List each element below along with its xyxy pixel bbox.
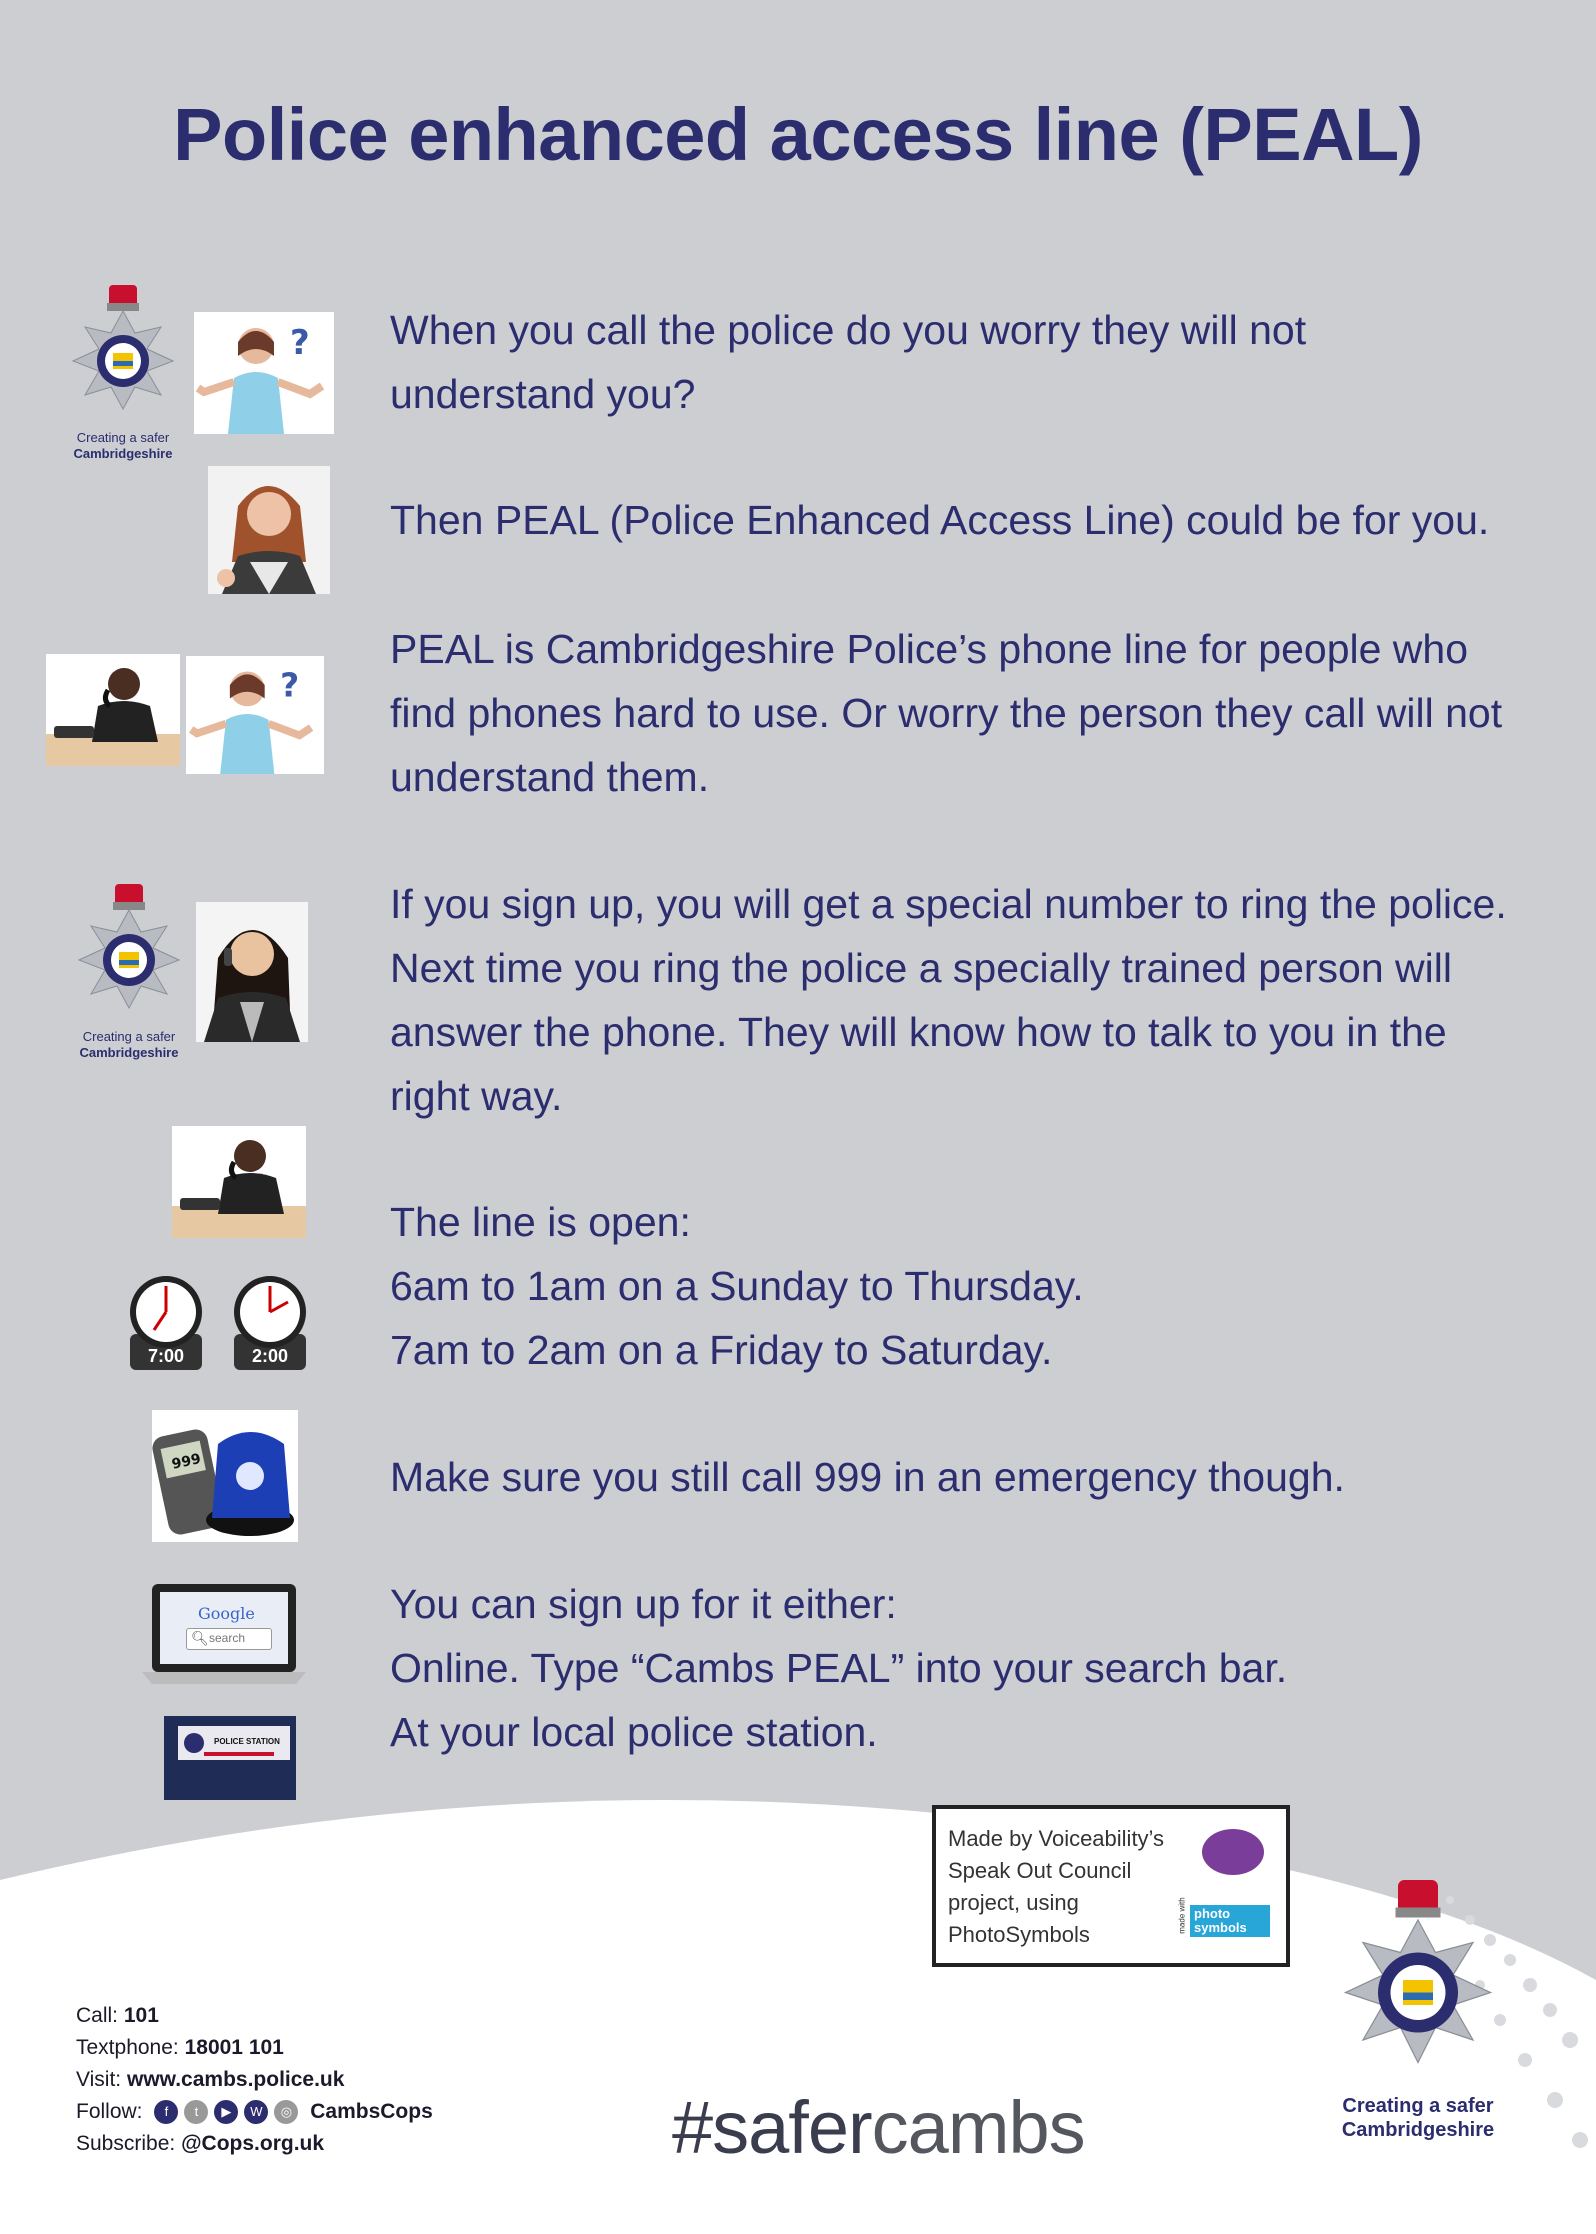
speak-out-council-logo (1202, 1829, 1264, 1875)
svg-text:?: ? (280, 665, 300, 705)
police-station-sign-image (164, 1716, 296, 1800)
text-sign-up-info (390, 872, 1540, 1128)
crest-caption-line2: Cambridgeshire (73, 446, 173, 461)
text-line: If you sign up, you will get a special number to ring the police. (390, 881, 1507, 927)
text-line: understand them. (390, 754, 710, 800)
credit-line: Made by Voiceability’s (948, 1826, 1165, 1851)
textphone-label: Textphone: (76, 2036, 179, 2059)
search-button-label: search (209, 1631, 246, 1645)
photo-confused-woman (194, 312, 334, 434)
text-call-999 (390, 1445, 1540, 1509)
text-line: The line is open: (390, 1199, 691, 1245)
photo-pointing-woman (208, 466, 330, 594)
text-line: PEAL is Cambridgeshire Police’s phone line for people who (390, 626, 1469, 672)
page-title: Police enhanced access line (PEAL) (173, 93, 1423, 176)
text-peal-description (390, 617, 1540, 809)
textphone-value[interactable]: 18001 101 (184, 2036, 284, 2059)
credit-line: Speak Out Council (948, 1858, 1132, 1883)
hashtag-part1: #safer (672, 2086, 872, 2169)
laptop-search-image (142, 1580, 306, 1686)
call-value[interactable]: 101 (123, 2004, 159, 2027)
photo-woman-on-phone (172, 1126, 306, 1238)
police-crest-icon (69, 884, 189, 1024)
photo-woman-on-phone (46, 654, 180, 766)
credit-line: PhotoSymbols (948, 1922, 1090, 1947)
social-handle[interactable]: CambsCops (310, 2100, 433, 2123)
credit-box (932, 1805, 1290, 1967)
clock-time-label: 2:00 (251, 1346, 289, 1366)
twitter-icon[interactable]: t (184, 2100, 208, 2124)
emergency-phone-and-siren-image (152, 1410, 298, 1542)
contact-follow (76, 2096, 433, 2128)
crest-caption-line1: Creating a safer (76, 430, 170, 445)
contact-call (76, 2000, 433, 2032)
facebook-icon[interactable]: f (154, 2100, 178, 2124)
police-crest-small (58, 285, 188, 462)
sign-stripe (204, 1752, 274, 1756)
text-line: find phones hard to use. Or worry the person they call will not (390, 690, 1503, 736)
text-how-to-sign-up (390, 1572, 1540, 1764)
text-peal-for-you (390, 488, 1540, 552)
text-line: 6am to 1am on a Sunday to Thursday. (390, 1263, 1084, 1309)
visit-label: Visit: (76, 2068, 122, 2091)
crest-caption-line2: Cambridgeshire (1341, 2119, 1495, 2141)
crest-caption-line2: Cambridgeshire (79, 1045, 179, 1060)
police-crest-icon (63, 285, 183, 425)
wordpress-icon[interactable]: W (244, 2100, 268, 2124)
website-link[interactable]: www.cambs.police.uk (126, 2068, 345, 2091)
contact-details (76, 2000, 433, 2160)
follow-label: Follow: (76, 2100, 143, 2123)
text-line: When you call the police do you worry they will not (390, 307, 1307, 353)
text-line: understand you? (390, 371, 696, 417)
contact-subscribe (76, 2128, 433, 2160)
hashtag-part2: cambs (871, 2086, 1085, 2169)
call-label: Call: (76, 2004, 119, 2027)
contact-visit (76, 2064, 433, 2096)
credit-text (948, 1823, 1168, 1951)
search-box (186, 1628, 272, 1650)
text-line: Next time you ring the police a specially trained person will (390, 945, 1452, 991)
search-brand-label: Google (198, 1604, 255, 1623)
photo-confused-woman (186, 656, 324, 774)
police-crest-small (64, 884, 194, 1061)
text-line: answer the phone. They will know how to talk to you in the (390, 1009, 1447, 1055)
text-opening-hours (390, 1190, 1540, 1382)
police-crest-icon (1343, 1875, 1493, 2085)
social-icons (154, 2100, 298, 2124)
credit-line: project, using (948, 1890, 1079, 1915)
text-worry-understand (390, 298, 1540, 426)
contact-textphone (76, 2032, 433, 2064)
police-badge-icon (184, 1733, 204, 1753)
youtube-icon[interactable]: ▶ (214, 2100, 238, 2124)
photosymbols-logo-text: photo symbols (1190, 1905, 1270, 1937)
clock-time-label: 7:00 (147, 1346, 185, 1366)
text-line: Then PEAL (Police Enhanced Access Line) could be for you. (390, 497, 1490, 543)
phone-screen-text: 999 (170, 1451, 203, 1473)
feed-icon[interactable]: ◎ (274, 2100, 298, 2124)
text-line: You can sign up for it either: (390, 1581, 897, 1627)
police-crest-large (1318, 1875, 1518, 2142)
made-with-label: made with (1177, 1897, 1187, 1934)
text-line: At your local police station. (390, 1709, 878, 1755)
search-icon: 🔍︎ (191, 1630, 209, 1646)
text-line: Make sure you still call 999 in an emergency though. (390, 1454, 1345, 1500)
subscribe-link[interactable]: @Cops.org.uk (181, 2132, 325, 2155)
text-line: right way. (390, 1073, 563, 1119)
crest-caption-line1: Creating a safer (1342, 2095, 1494, 2117)
subscribe-label: Subscribe: (76, 2132, 176, 2155)
clock-icon (230, 1272, 310, 1372)
police-station-sign-text: POLICE STATION (214, 1737, 280, 1746)
text-line: 7am to 2am on a Friday to Saturday. (390, 1327, 1053, 1373)
hashtag-safercambs (672, 2085, 1085, 2170)
text-line: Online. Type “Cambs PEAL” into your search bar. (390, 1645, 1288, 1691)
svg-text:?: ? (290, 323, 310, 363)
clock-icon (126, 1272, 206, 1372)
crest-caption-line1: Creating a safer (82, 1029, 176, 1044)
photosymbols-logo (1172, 1899, 1272, 1939)
photo-woman-smiling-on-phone (196, 902, 308, 1042)
